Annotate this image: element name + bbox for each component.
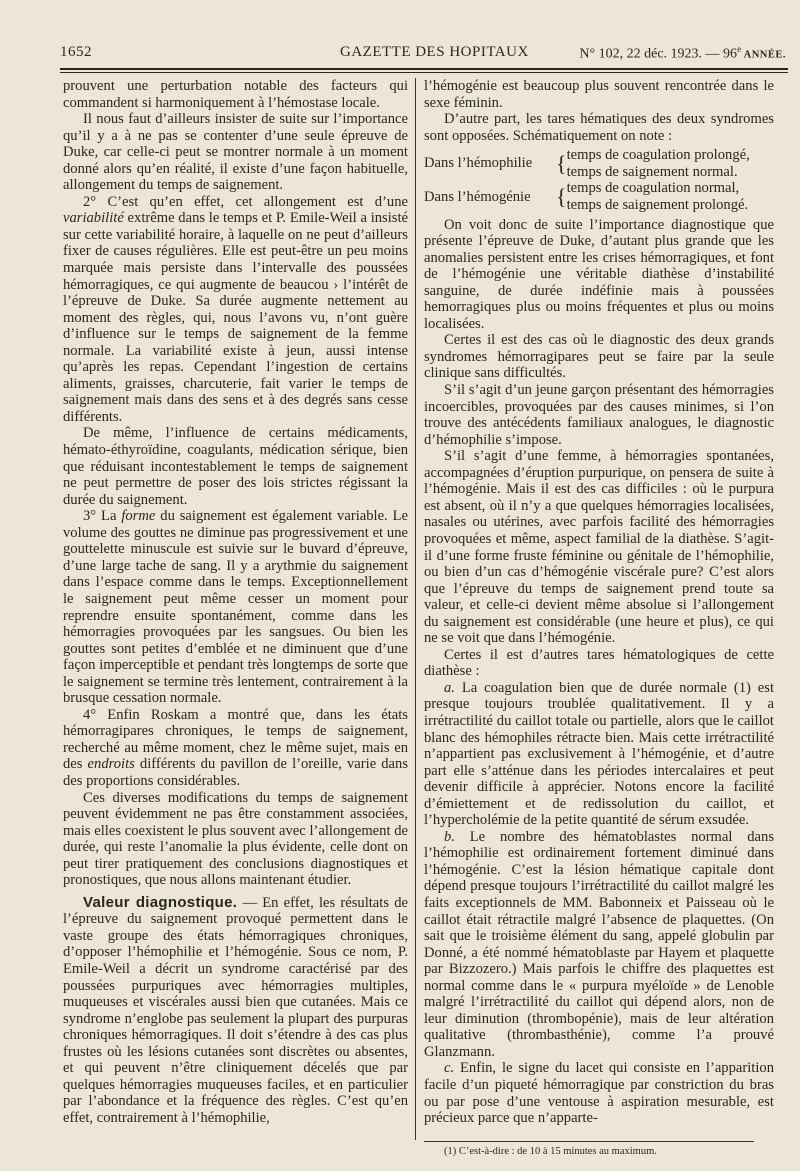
text-run: du saignement est également variable. Le volume des gouttes ne diminue pas progressivement et une gouttelette minuscule est suivie sur le buvard d’épreuve, d’une large tache de sang. Il y a arythmie du saignement dans l’espace comme dans le temps. Exceptionnellement le saignement peut même cesser un moment pour reprendre ensuite spontanément, comme dans les hémorragies provoquées par les sangsues. Ou bien les gouttes sont petites d’emblée et ne diminuent que d’une façon imperceptible et pendant très longtemps de sorte que le saignement se termine très lentement, contrairement à la brusque cessation normale.	[63, 508, 408, 707]
paragraph	[424, 680, 774, 829]
paragraph: Il nous faut d’ailleurs insister de suite sur l’importance qu’il y a à ne pas se contenter d’une seule épreuve de Duke, car celle-ci peut se montrer normale à un moment donné alors qu’en réalité, il existe d’une façon habituelle, allongement du temps de saignement.	[63, 111, 408, 194]
column-divider	[415, 78, 416, 1140]
paragraph	[63, 508, 408, 707]
paragraph: prouvent une perturbation notable des facteurs qui commandent si harmoniquement à l’hémostase locale.	[63, 78, 408, 111]
text-run: extrême dans le temps et P. Emile-Weil a insisté sur cette variabilité horaire, à laquelle on ne peut d’ailleurs fixer de causes régulières. Elle est peut-être un peu moins marquée mais persiste dans l’intervalle des poussées hémorragiques, ce qui augmente de beaucou › l’intérêt de l’épreuve de Duke. Sa durée augmente nettement au moment des règles, qui, nous l’avons vu, n’ont guère d’influence sur le temps de saignement de la femme normale. La variabilité existe à jeun, aussi intense qu’après les repas. Cependant l’ingestion de certains aliments, graisses, charcuterie, fait varier le temps de saignement mais dans des sens et à des degrés sans cesse différents.	[63, 210, 408, 425]
paragraph	[63, 707, 408, 790]
footnote: (1) C’est-à-dire : de 10 à 15 minutes au maximum.	[444, 1145, 657, 1157]
paragraph: Certes il est d’autres tares hématologiques de cette diathèse :	[424, 646, 774, 680]
right-column	[424, 78, 774, 1158]
issue-superscript: e	[737, 44, 742, 54]
note-line: temps de coagulation prolongé,	[566, 147, 750, 164]
paragraph: S’il s’agit d’une femme, à hémorragies spontanées, accompagnées d’éruption purpurique, on pensera de suite à l’hémogénie. Mais il est des cas difficiles : où le purpura est absent, où il n’y a que quelques hémorragies localisées, nasales ou utérines, avec parfois facilité des hémorragies provoquées et même, aspect familial de la diathèse. S’agit-il d’une forme fruste féminine ou génitale de l’hémophilie, ou bien d’un cas d’hémogénie viscérale pure? C’est alors que l’épreuve du temps de saignement prend toute sa valeur, et celle-ci devient même absolue si l’allongement du saignement est considérable (une heure et plus), ce qui ne se voit que dans l’hémogénie.	[424, 448, 774, 647]
text-run: Le nombre des hématoblastes normal dans l’hémophilie est ordinairement fortement diminué dans l’hémogénie. C’est la lésion hématique capitale dont dépend presque toujours l’irrétractilité du caillot malgré les faits exceptionnels de MM. Babonneix et Paisseau où le caillot était rétractile malgré l’absence de plaquettes. (On sait que le troisième élément du sang, appelé globulin par Donné, a été nommé hématoblaste par Hayem et plaquette par Bizzozero.) Mais parfois le chiffre des plaquettes est normal comme dans le « purpura myéloïde » de Lenoble malgré l’irrétractilité du caillot qui dépend alors, non de leur diminution (thrombopénie), mais de leur altération qualitative (thrombasthénie), comme l’a prouvé Glanzmann.	[424, 828, 774, 1060]
paragraph: l’hémogénie est beaucoup plus souvent rencontrée dans le sexe féminin.	[424, 78, 774, 111]
paragraph	[63, 194, 408, 426]
note-line: temps de saignement normal.	[566, 163, 738, 180]
page-header	[60, 40, 786, 68]
emphasis: variabilité	[63, 210, 124, 227]
text-run: différents du pavillon de l’oreille, varie dans des proportions considérables.	[63, 756, 408, 789]
section-heading: Valeur diagnostique.	[83, 893, 238, 911]
header-rule-thick	[60, 68, 788, 70]
note-line: temps de saignement prolongé.	[566, 196, 749, 213]
paragraph: Certes il est des cas où le diagnostic des deux grands syndromes hémorragipares peut se faire par la seule clinique sans difficultés.	[424, 332, 774, 382]
text-run: — En effet, les résultats de l’épreuve du saignement provoqué permettent dans le vaste groupe des états hémorragiques chroniques, d’opposer l’hémophilie et l’hémogénie. Sous ce nom, P. Emile-Weil a décrit un syndrome caractérisé par des poussées purpuriques avec hémorragies multiples, muqueuses et viscérales aussi bien que cutanées. Mais ce syndrome n’englobe pas seulement la plupart des purpuras chroniques hémorragiques. Il doit s’étendre à des cas plus frustes où les lésions cutanées sont discrètes ou absentes, et qui peuvent n’être cliniquement décelés que par quelques hémorragies muqueuses faciles, et en particulier par l’abondance et la fréquence des règles. C’est qu’en effet, contrairement à l’hémophilie,	[63, 894, 408, 1126]
journal-title: GAZETTE DES HOPITAUX	[340, 44, 529, 60]
page-number: 1652	[60, 44, 92, 60]
text-run: Enfin, le signe du lacet qui consiste en l’apparition facile d’un piqueté hémorragique par constriction du bras ou par pose d’une ventouse à aspiration mesurable, est précieux parce que n’apparte-	[424, 1060, 774, 1127]
row-label: Dans l’hémogénie	[424, 188, 531, 205]
emphasis: b.	[444, 828, 455, 845]
header-rule-thin	[60, 72, 788, 73]
emphasis: a.	[444, 679, 455, 696]
brace: {	[556, 150, 567, 176]
emphasis: forme	[121, 508, 156, 525]
comparison-table	[424, 147, 774, 213]
paragraph	[424, 1060, 774, 1126]
paragraph: Ces diverses modifications du temps de saignement peuvent évidemment ne pas être constamment associées, mais elles coexistent le plus souvent avec l’allongement de durée, qui reste l’anomalie la plus évidente, celle dont on peut tirer pratiquement des conclusions diagnostiques et pronostiques, que nous allons maintenant étudier.	[63, 789, 408, 889]
note-line: temps de coagulation normal,	[566, 180, 740, 197]
paragraph: S’il s’agit d’un jeune garçon présentant des hémorragies incoercibles, provoquées par des causes minimes, si l’on trouve des antécédents familiaux analogues, le diagnostic d’hémophilie s’impose.	[424, 382, 774, 448]
text-run: La coagulation bien que de durée normale (1) est presque toujours troublée qualitativement. Il y a irrétractilité du caillot totale ou partielle, alors que le caillot blanc des hémophiles rétracte bien. Mais cette irrétractilité n’appartient pas exclusivement à l’hémogénie, et d’autre part elle s’atténue dans les périodes intercalaires et peut devenir difficile à apprécier. Notons encore la facilité d’émiettement et de redissolution du caillot, et l’hypercholémie de la petite quantité de sérum exsudée.	[424, 679, 774, 829]
brace: {	[556, 183, 567, 209]
issue-date: N° 102, 22 déc. 1923. — 96	[579, 46, 738, 62]
text-run: 3° La	[83, 508, 122, 525]
text-run: 2° C’est qu’en effet, cet allongement est d’une	[83, 193, 408, 210]
emphasis: c.	[444, 1060, 455, 1077]
emphasis: endroits	[87, 756, 135, 773]
footnote-rule	[424, 1141, 754, 1142]
row-label: Dans l’hémophilie	[424, 155, 533, 172]
paragraph: De même, l’influence de certains médicaments, hémato-éthyroïdine, coagulants, médication sérique, bien que réduisant incontestablement le temps de saignement ne peut permettre de poser des lois strictes régissant la durée du saignement.	[63, 425, 408, 508]
text-run: 4° Enfin Roskam a montré que, dans les états hémorragipares chroniques, le temps de saignement, recherché au même moment, chez le même sujet, mais en des	[63, 706, 408, 773]
issue-year-label: ANNÉE.	[741, 49, 786, 61]
issue-info	[579, 44, 786, 63]
paragraph: On voit donc de suite l’importance diagnostique que présente l’épreuve de Duke, d’autant plus grande que les anomalies persistent entre les crises hémorragiques, et font de l’hémogénie une véritable diathèse d’instabilité sanguine, de durée indéfinie mais à poussées hemorragiques plus ou moins fréquentes et plus ou moins localisées.	[424, 216, 774, 332]
left-column	[63, 78, 408, 1126]
paragraph: D’autre part, les tares hématiques des deux syndromes sont opposées. Schématiquement on note :	[424, 111, 774, 144]
paragraph	[424, 829, 774, 1061]
paragraph	[63, 895, 408, 1127]
